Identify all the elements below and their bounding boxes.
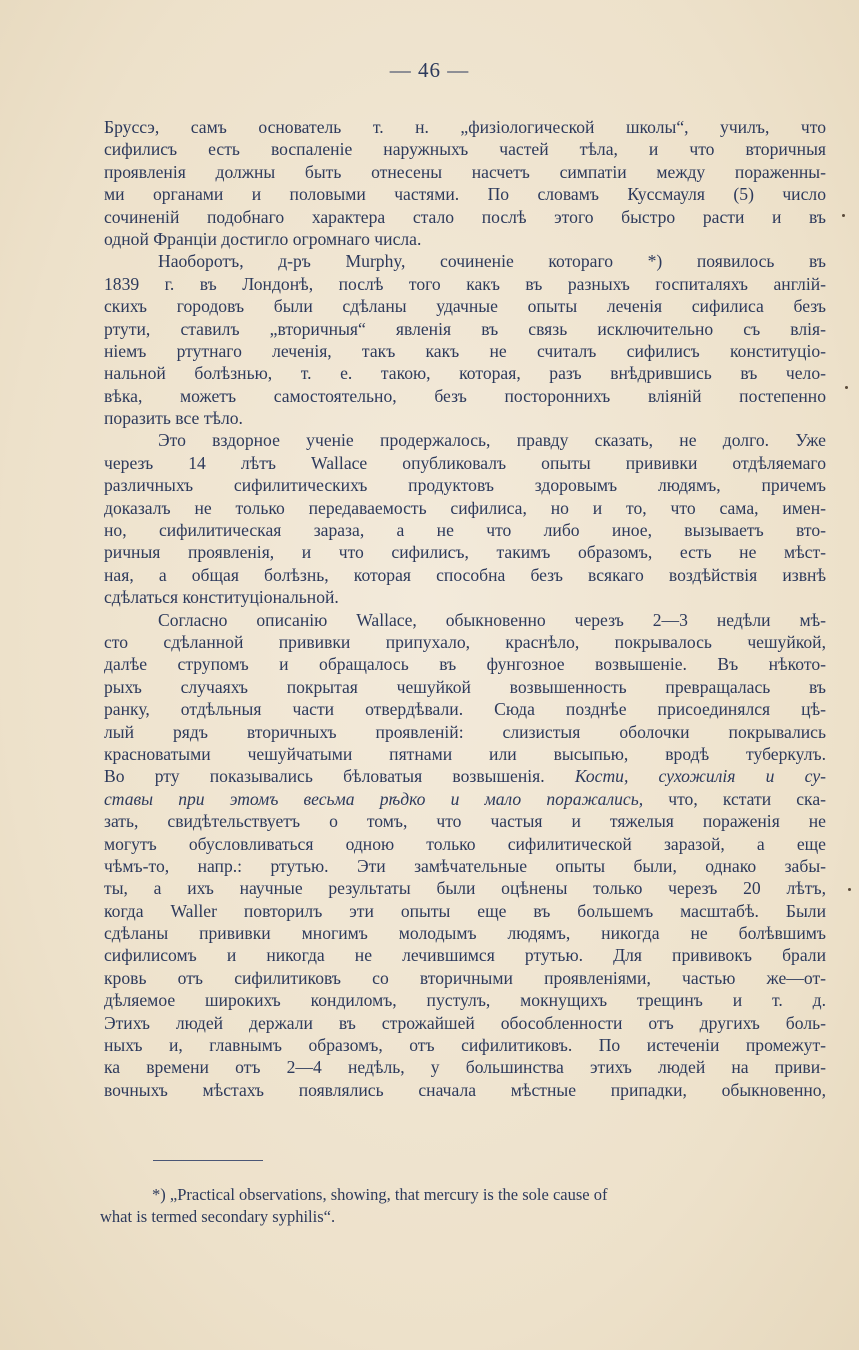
line-text: сдѣланы прививки многимъ молодымъ людямъ, никогда не болѣвшимъ: [104, 923, 826, 944]
line-text: ка времени отъ 2—4 недѣль, у большинства этихъ людей на приви-: [104, 1057, 826, 1078]
line-text: одной Франціи достигло огромнаго числа.: [104, 228, 422, 249]
body-text: [104, 116, 826, 1101]
line-text: ртути, ставилъ „вторичныя“ явленія въ связь исключительно съ влія-: [104, 318, 826, 339]
line-text: когда Waller повторилъ эти опыты еще въ большемъ масштабѣ. Были: [104, 900, 826, 921]
text-line: [104, 1034, 826, 1056]
text-line: [104, 116, 826, 138]
line-text: сто сдѣланной прививки припухало, краснѣло, покрывалось чешуйкой,: [104, 631, 826, 652]
line-text: 1839 г. въ Лондонѣ, послѣ того какъ въ разныхъ госпиталяхъ англій-: [104, 273, 826, 294]
line-text: могутъ обусловливаться одною только сифилитической заразой, а еще: [104, 833, 826, 854]
text-line: [104, 765, 826, 787]
footnote-line: *) „Practical observations, showing, that mercury is the sole cause of: [152, 1185, 608, 1204]
line-text: зать, свидѣтельствуетъ о томъ, что частыя и тяжелыя пораженія не: [104, 811, 826, 832]
text-line: [104, 586, 826, 608]
line-text: вочныхъ мѣстахъ появлялись сначала мѣстные припадки, обыкновенно,: [104, 1079, 826, 1100]
text-line: [104, 698, 826, 720]
text-line: [104, 833, 826, 855]
text-line: [104, 138, 826, 160]
line-text: далѣе струпомъ и обращалось въ фунгозное возвышеніе. Въ нѣкото-: [104, 654, 826, 675]
line-text: Этихъ людей держали въ строжайшей обособленности отъ другихъ боль-: [104, 1012, 826, 1033]
line-text: Это вздорное ученіе продержалось, правду сказать, не долго. Уже: [158, 430, 826, 451]
text-line: [104, 1012, 826, 1034]
line-text: доказалъ не только передаваемость сифилиса, но и то, что сама, имен-: [104, 497, 826, 518]
text-line: [104, 900, 826, 922]
line-text: красноватыми чешуйчатыми пятнами или высыпью, вродѣ туберкулъ.: [104, 743, 826, 764]
line-text: сочиненій подобнаго характера стало послѣ этого быстро расти и въ: [104, 206, 826, 227]
line-text: Бруссэ, самъ основатель т. н. „физіологической школы“, училъ, что: [104, 117, 826, 137]
text-line: [104, 609, 826, 631]
line-text: ная, а общая болѣзнь, которая способна безъ всякаго воздѣйствія извнѣ: [104, 564, 826, 585]
line-text: что, кстати ска-: [643, 788, 826, 809]
text-line: [104, 922, 826, 944]
line-text: нальной болѣзнью, т. е. такою, которая, разъ внѣдрившись въ чело-: [104, 363, 826, 384]
text-line: [104, 250, 826, 272]
text-line: [104, 519, 826, 541]
line-text: черезъ 14 лѣтъ Wallace опубликовалъ опыты прививки отдѣляемаго: [104, 452, 826, 473]
line-text: ричныя проявленія, и что сифилисъ, такимъ образомъ, есть не мѣст-: [104, 542, 826, 563]
text-line: [104, 541, 826, 563]
text-line: [104, 676, 826, 698]
line-text: рыхъ случаяхъ покрытая чешуйкой возвышенность превращалась въ: [104, 676, 826, 697]
text-line: [104, 295, 826, 317]
text-line: [104, 788, 826, 810]
line-text: сифилисъ есть воспаленіе наружныхъ частей тѣла, и что вторичныя: [104, 139, 826, 160]
line-text: лый рядъ вторичныхъ проявленій: слизистыя оболочки покрывались: [104, 721, 826, 742]
line-text: вѣка, можетъ самостоятельно, безъ постороннихъ вліяній постепенно: [104, 385, 826, 406]
text-line: [104, 877, 826, 899]
line-text: чѣмъ-то, напр.: ртутью. Эти замѣчательные опыты были, однако забы-: [104, 855, 826, 876]
paper-speck: [842, 214, 845, 217]
footnote-line: what is termed secondary syphilis“.: [100, 1207, 336, 1226]
line-text: ты, а ихъ научные результаты были оцѣнены только черезъ 20 лѣтъ,: [104, 878, 826, 899]
text-line: [104, 967, 826, 989]
text-line: [104, 1056, 826, 1078]
text-line: [104, 206, 826, 228]
text-line: [104, 318, 826, 340]
text-line: [104, 183, 826, 205]
text-line: [104, 452, 826, 474]
text-line: [104, 721, 826, 743]
line-text: проявленія должны быть отнесены насчетъ симпатіи между пораженны-: [104, 161, 826, 182]
text-line: [104, 564, 826, 586]
line-text: сифилисомъ и никогда не лечившимся ртутью. Для прививокъ брали: [104, 945, 826, 966]
text-line: [104, 385, 826, 407]
italic-text: Кости, сухожилія и су-: [574, 766, 826, 787]
text-line: [104, 653, 826, 675]
text-line: [104, 810, 826, 832]
line-text: поразить все тѣло.: [104, 408, 243, 429]
text-line: [104, 631, 826, 653]
line-text: дѣляемое широкихъ кондиломъ, пустулъ, мокнущихъ трещинъ и т. д.: [104, 990, 826, 1011]
line-text: Во рту показывались бѣловатыя возвышенія.: [104, 766, 545, 787]
footnote-divider: [153, 1160, 263, 1161]
text-line: [104, 944, 826, 966]
line-text: различныхъ сифилитическихъ продуктовъ здоровымъ людямъ, причемъ: [104, 475, 826, 496]
text-line: [104, 407, 826, 429]
line-text: ми органами и половыми частями. По словамъ Куссмауля (5) число: [104, 184, 826, 205]
text-line: [104, 474, 826, 496]
text-line: [104, 855, 826, 877]
paper-speck: [848, 888, 851, 891]
text-line: [104, 429, 826, 451]
footnote: [100, 1184, 820, 1228]
text-line: [104, 228, 826, 250]
text-line: [104, 161, 826, 183]
text-line: [104, 743, 826, 765]
text-line: [104, 273, 826, 295]
text-line: [104, 497, 826, 519]
line-text: Согласно описанію Wallace, обыкновенно черезъ 2—3 недѣли мѣ-: [158, 609, 826, 630]
line-text: ныхъ и, главнымъ образомъ, отъ сифилитиковъ. По истеченіи промежут-: [104, 1035, 826, 1056]
line-text: ніемъ ртутнаго леченія, такъ какъ не считалъ сифилисъ конституціо-: [104, 340, 826, 361]
italic-text: ставы при этомъ весьма рѣдко и мало поражались,: [104, 788, 644, 809]
text-line: [104, 1079, 826, 1101]
line-text: Наоборотъ, д-ръ Murphy, сочиненіе котораго *) появилось въ: [158, 251, 826, 272]
line-text: но, сифилитическая зараза, а не что либо иное, вызываетъ вто-: [104, 520, 826, 541]
line-text: сдѣлаться конституціональной.: [104, 587, 339, 608]
text-line: [104, 989, 826, 1011]
line-text: ранку, отдѣльныя части отвердѣвали. Сюда позднѣе присоединялся цѣ-: [104, 699, 826, 720]
text-line: [104, 362, 826, 384]
line-text: кровь отъ сифилитиковъ со вторичными проявленіями, частью же—от-: [104, 967, 826, 988]
text-line: [104, 340, 826, 362]
line-text: скихъ городовъ были сдѣланы удачные опыты леченія сифилиса безъ: [104, 296, 826, 317]
page-number: — 46 —: [389, 58, 470, 82]
paper-speck: [845, 386, 848, 389]
